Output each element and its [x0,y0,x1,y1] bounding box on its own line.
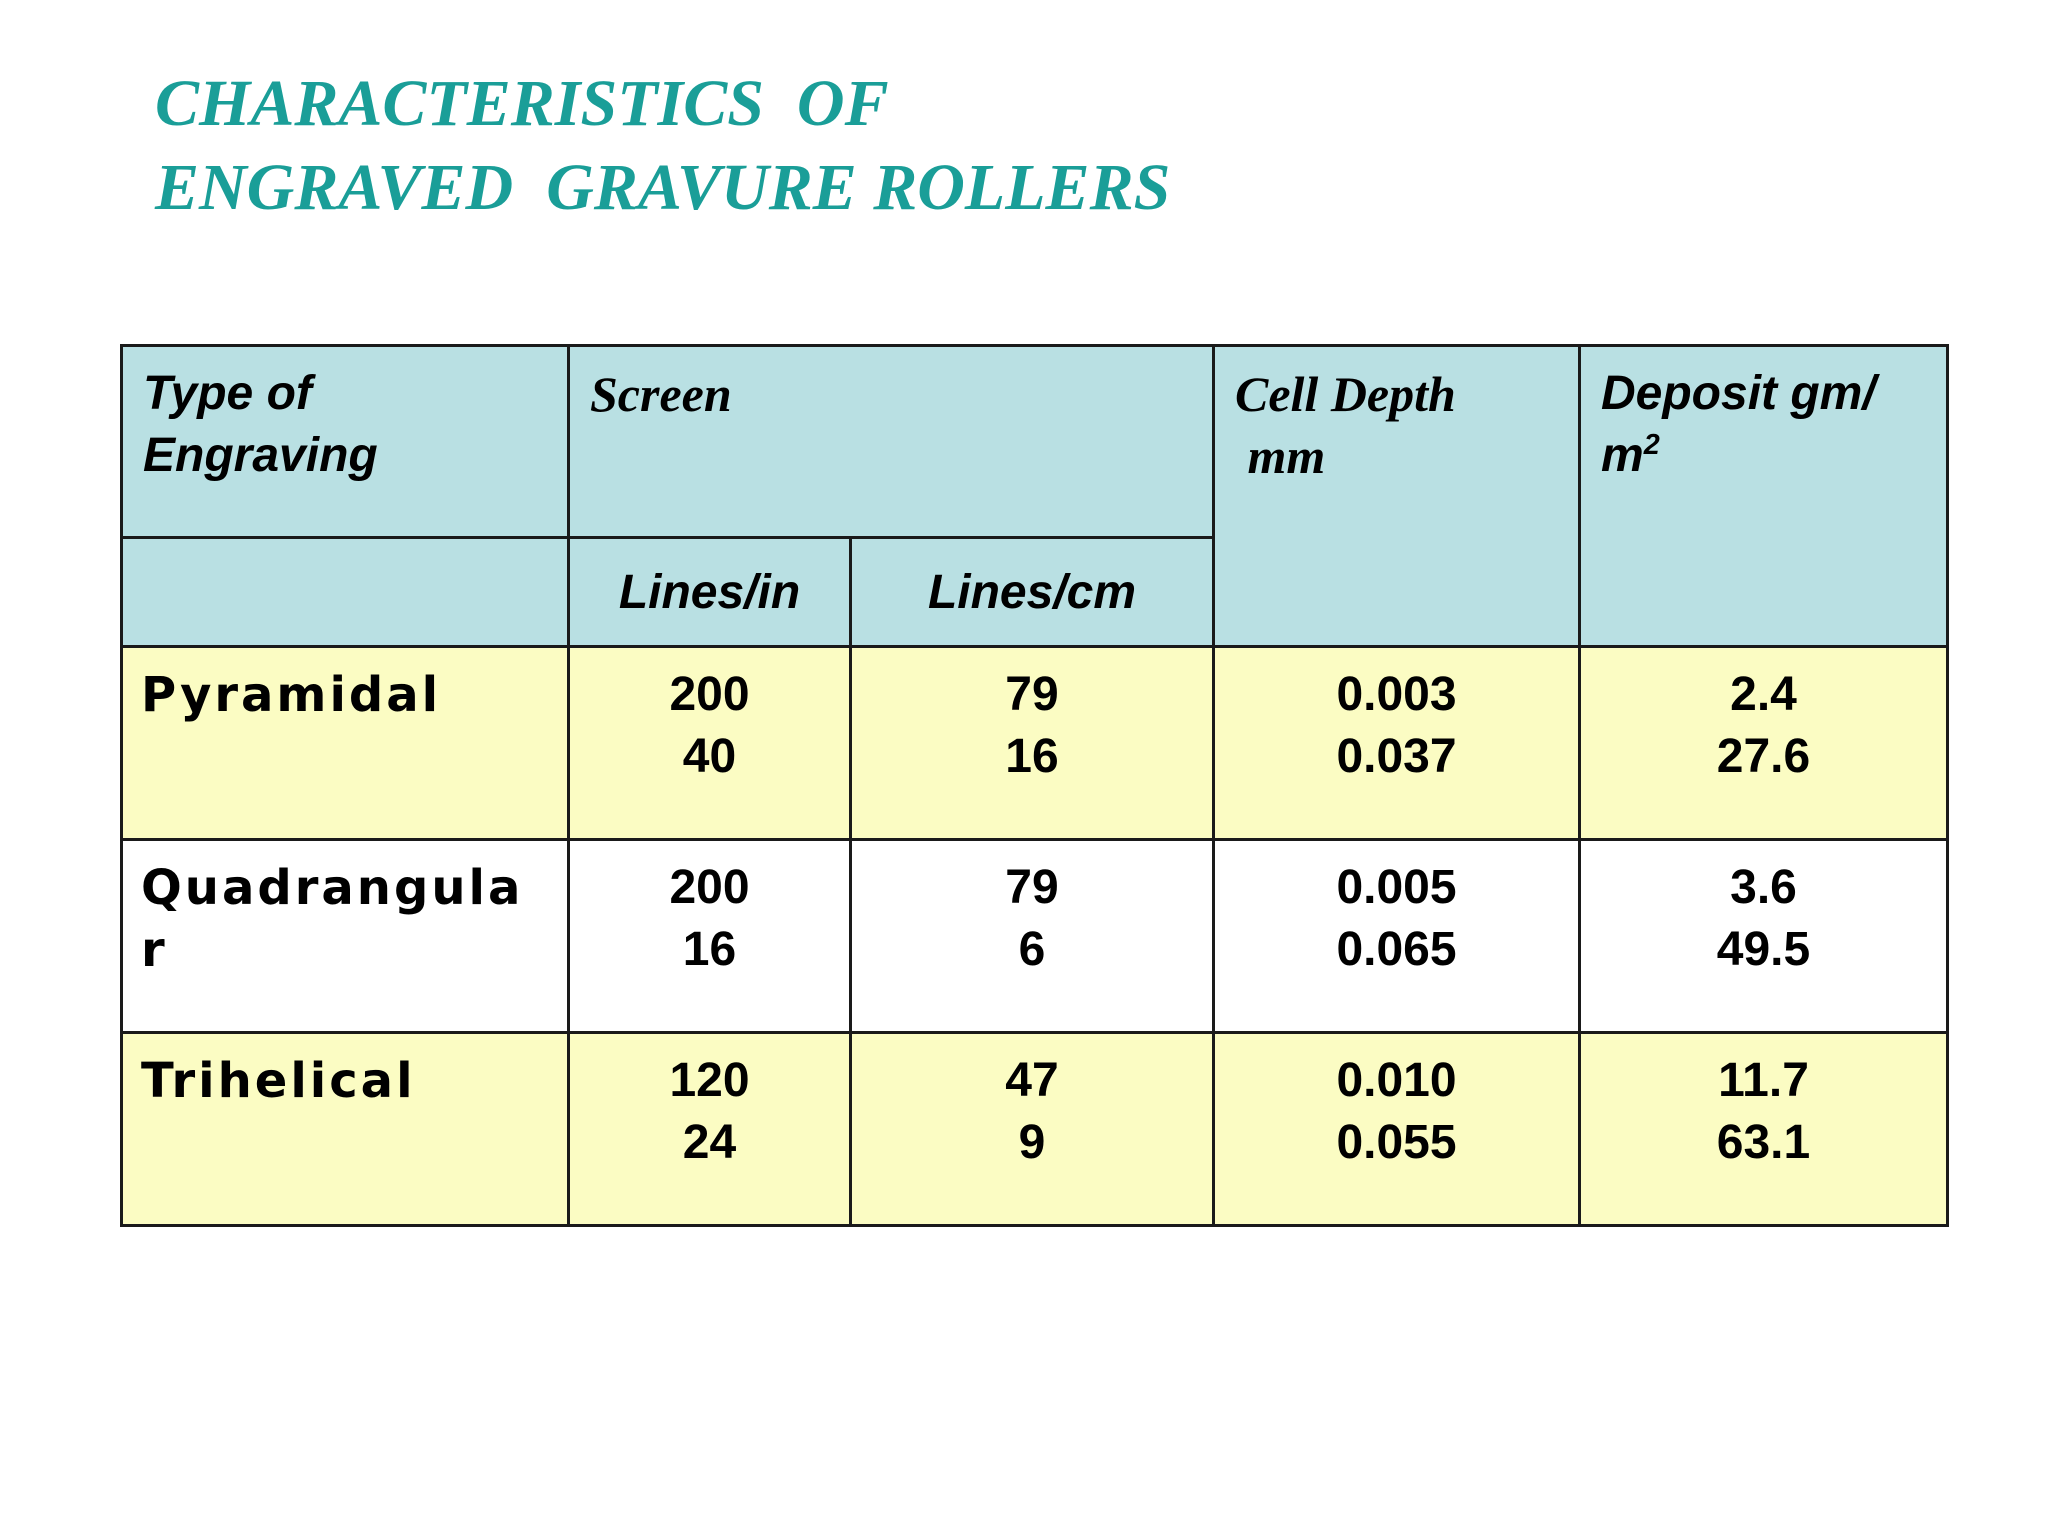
slide-title [155,62,1170,230]
value: 16 [1005,730,1059,783]
value: 9 [1018,1116,1046,1169]
value: 6 [1018,923,1046,976]
value: 0.010 [1336,1054,1457,1107]
header-cell-depth-line-1: Cell Depth [1235,366,1456,422]
value: 79 [1005,861,1059,914]
row-type: Pyramidal [122,647,569,840]
row-lines-cm [851,647,1214,840]
row-lines-cm [851,840,1214,1033]
row-type: Quadrangular [122,840,569,1033]
row-deposit [1580,647,1948,840]
header-deposit-line-2 [1601,425,1926,487]
value: 120 [669,1054,750,1107]
value: 0.065 [1336,923,1457,976]
value: 200 [669,668,750,721]
row-lines-cm [851,1033,1214,1226]
header-cell-depth [1214,346,1580,647]
title-line-2: ENGRAVED GRAVURE ROLLERS [155,151,1171,224]
value: 2.4 [1730,668,1797,721]
row-lines-in [569,840,851,1033]
value: 0.003 [1336,668,1457,721]
header-deposit [1580,346,1948,647]
row-cell-depth [1214,840,1580,1033]
value: 200 [669,861,750,914]
header-lines-per-cm: Lines/cm [851,538,1214,647]
value: 0.037 [1336,730,1457,783]
value: 24 [682,1116,737,1169]
header-type-of-engraving [122,346,569,538]
header-empty-cell [122,538,569,647]
header-screen [569,346,1214,538]
value: 49.5 [1716,923,1811,976]
table-row-quadrangular [122,840,1948,1033]
value: 3.6 [1730,861,1797,914]
value: 0.055 [1336,1116,1457,1169]
value: 16 [682,923,737,976]
header-row-main [122,346,1948,538]
value: 40 [682,730,737,783]
table-row-trihelical [122,1033,1948,1226]
header-type-line-2: Engraving [143,429,378,482]
row-type: Trihelical [122,1033,569,1226]
header-type-line-1: Type of [143,367,312,420]
engraving-table [120,344,1949,1227]
value: 27.6 [1716,730,1811,783]
value: 63.1 [1716,1116,1811,1169]
value: 47 [1005,1054,1059,1107]
header-lines-per-inch: Lines/in [569,538,851,647]
row-deposit [1580,1033,1948,1226]
value: 79 [1005,668,1059,721]
header-screen-label: Screen [590,366,732,422]
row-cell-depth [1214,647,1580,840]
row-deposit [1580,840,1948,1033]
title-line-1: CHARACTERISTICS OF [155,67,889,140]
header-deposit-unit: m [1601,429,1644,482]
header-deposit-superscript: 2 [1643,429,1660,461]
row-lines-in [569,647,851,840]
value: 0.005 [1336,861,1457,914]
value: 11.7 [1718,1054,1809,1107]
header-cell-depth-line-2: mm [1235,428,1326,484]
row-lines-in [569,1033,851,1226]
table-row-pyramidal [122,647,1948,840]
row-cell-depth [1214,1033,1580,1226]
header-deposit-line-1: Deposit gm/ [1601,367,1876,420]
